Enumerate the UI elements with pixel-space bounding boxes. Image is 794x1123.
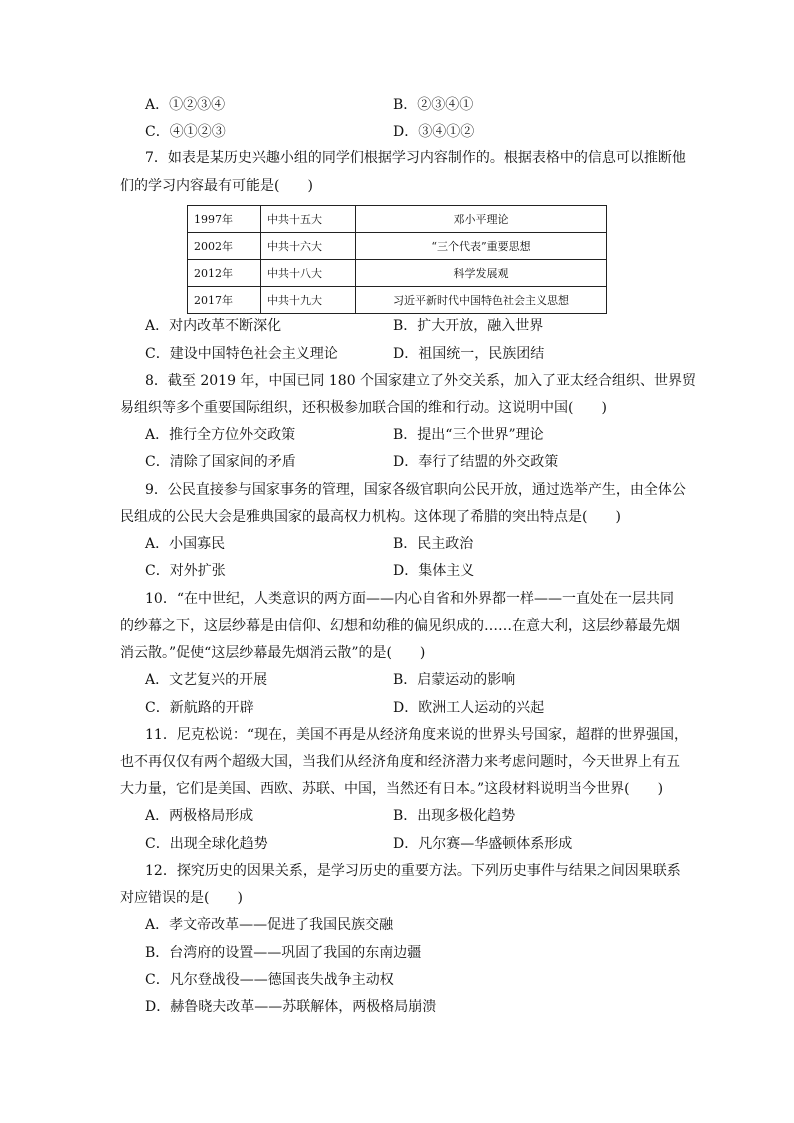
table-row xyxy=(188,287,607,314)
q11-stem-line: 11．尼克松说：“现在，美国不再是从经济角度来说的世界头号国家，超群的世界强国， xyxy=(145,727,688,743)
q9-option-c[interactable]: C．对外扩张 xyxy=(145,563,226,579)
q7-option-a[interactable]: A．对内改革不断深化 xyxy=(145,318,282,334)
table-row xyxy=(188,206,607,233)
q12-stem-line: 对应错误的是( ) xyxy=(120,890,243,906)
q12-option-d[interactable]: D．赫鲁晓夫改革——苏联解体，两极格局崩溃 xyxy=(145,999,437,1015)
q6-option-b[interactable]: B．②③④① xyxy=(393,97,474,113)
q9-option-b[interactable]: B．民主政治 xyxy=(393,536,474,552)
q8-option-d[interactable]: D．奉行了结盟的外交政策 xyxy=(393,454,559,470)
q8-option-a[interactable]: A．推行全方位外交政策 xyxy=(145,427,296,443)
q8-stem-line: 8．截至 2019 年，中国已同 180 个国家建立了外交关系，加入了亚太经合组织、世界贸 xyxy=(145,373,697,389)
q7-table xyxy=(187,205,607,314)
q11-stem-line: 大力量，它们是美国、西欧、苏联、中国，当然还有日本。”这段材料说明当今世界( ) xyxy=(120,781,664,797)
q7-option-b[interactable]: B．扩大开放，融入世界 xyxy=(393,318,544,334)
table-cell-congress: 中共十八大 xyxy=(261,260,356,287)
table-cell-year: 1997年 xyxy=(188,206,261,233)
table-cell-year: 2017年 xyxy=(188,287,261,314)
table-cell-congress: 中共十九大 xyxy=(261,287,356,314)
q8-option-c[interactable]: C．清除了国家间的矛盾 xyxy=(145,454,296,470)
q8-option-b[interactable]: B．提出“三个世界”理论 xyxy=(393,427,544,443)
table-cell-congress: 中共十六大 xyxy=(261,233,356,260)
table-cell-theory: “三个代表”重要思想 xyxy=(356,233,607,260)
q9-stem-line: 9．公民直接参与国家事务的管理，国家各级官职向公民开放，通过选举产生，由全体公 xyxy=(145,482,686,498)
q10-stem-line: 消云散。”促使“这层纱幕最先烟消云散”的是( ) xyxy=(120,645,426,661)
q10-option-c[interactable]: C．新航路的开辟 xyxy=(145,700,254,716)
q6-option-d[interactable]: D．③④①② xyxy=(393,124,475,140)
q11-option-c[interactable]: C．出现全球化趋势 xyxy=(145,836,268,852)
q10-option-d[interactable]: D．欧洲工人运动的兴起 xyxy=(393,700,545,716)
q10-stem-line: 的纱幕之下，这层纱幕是由信仰、幻想和幼稚的偏见织成的……在意大利，这层纱幕最先烟 xyxy=(120,618,680,634)
q7-stem-line: 7．如表是某历史兴趣小组的同学们根据学习内容制作的。根据表格中的信息可以推断他 xyxy=(145,150,686,166)
table-row xyxy=(188,260,607,287)
q10-stem-line: 10．“在中世纪，人类意识的两方面——内心自省和外界都一样——一直处在一层共同 xyxy=(145,591,674,607)
q7-stem xyxy=(120,145,686,200)
q10-option-a[interactable]: A．文艺复兴的开展 xyxy=(145,672,268,688)
q6-option-c[interactable]: C．④①②③ xyxy=(145,124,226,140)
table-cell-theory: 习近平新时代中国特色社会主义思想 xyxy=(356,287,607,314)
table-row xyxy=(188,233,607,260)
q11-option-d[interactable]: D．凡尔赛—华盛顿体系形成 xyxy=(393,836,573,852)
q11-stem-line: 也不再仅仅有两个超级大国，当我们从经济角度和经济潜力来考虑问题时，今天世界上有五 xyxy=(120,754,680,770)
table-cell-theory: 科学发展观 xyxy=(356,260,607,287)
table-cell-congress: 中共十五大 xyxy=(261,206,356,233)
q12-option-c[interactable]: C．凡尔登战役——德国丧失战争主动权 xyxy=(145,972,394,988)
q12-stem-line: 12．探究历史的因果关系，是学习历史的重要方法。下列历史事件与结果之间因果联系 xyxy=(145,863,681,879)
q10-option-b[interactable]: B．启蒙运动的影响 xyxy=(393,672,516,688)
table-cell-theory: 邓小平理论 xyxy=(356,206,607,233)
q9-stem-line: 民组成的公民大会是雅典国家的最高权力机构。这体现了希腊的突出特点是( ) xyxy=(120,509,621,525)
table-cell-year: 2002年 xyxy=(188,233,261,260)
q12-option-b[interactable]: B．台湾府的设置——巩固了我国的东南边疆 xyxy=(145,945,422,961)
q8-stem-line: 易组织等多个重要国际组织，还积极参加联合国的维和行动。这说明中国( ) xyxy=(120,400,607,416)
q6-option-a[interactable]: A．①②③④ xyxy=(145,97,226,113)
q9-option-d[interactable]: D．集体主义 xyxy=(393,563,475,579)
q11-option-b[interactable]: B．出现多极化趋势 xyxy=(393,808,516,824)
q12-option-a[interactable]: A．孝文帝改革——促进了我国民族交融 xyxy=(145,917,394,933)
q9-option-a[interactable]: A．小国寡民 xyxy=(145,536,226,552)
q7-option-c[interactable]: C．建设中国特色社会主义理论 xyxy=(145,346,338,362)
q7-option-d[interactable]: D．祖国统一，民族团结 xyxy=(393,346,545,362)
table-cell-year: 2012年 xyxy=(188,260,261,287)
q11-option-a[interactable]: A．两极格局形成 xyxy=(145,808,254,824)
q7-stem-line: 们的学习内容最有可能是( ) xyxy=(120,177,313,194)
